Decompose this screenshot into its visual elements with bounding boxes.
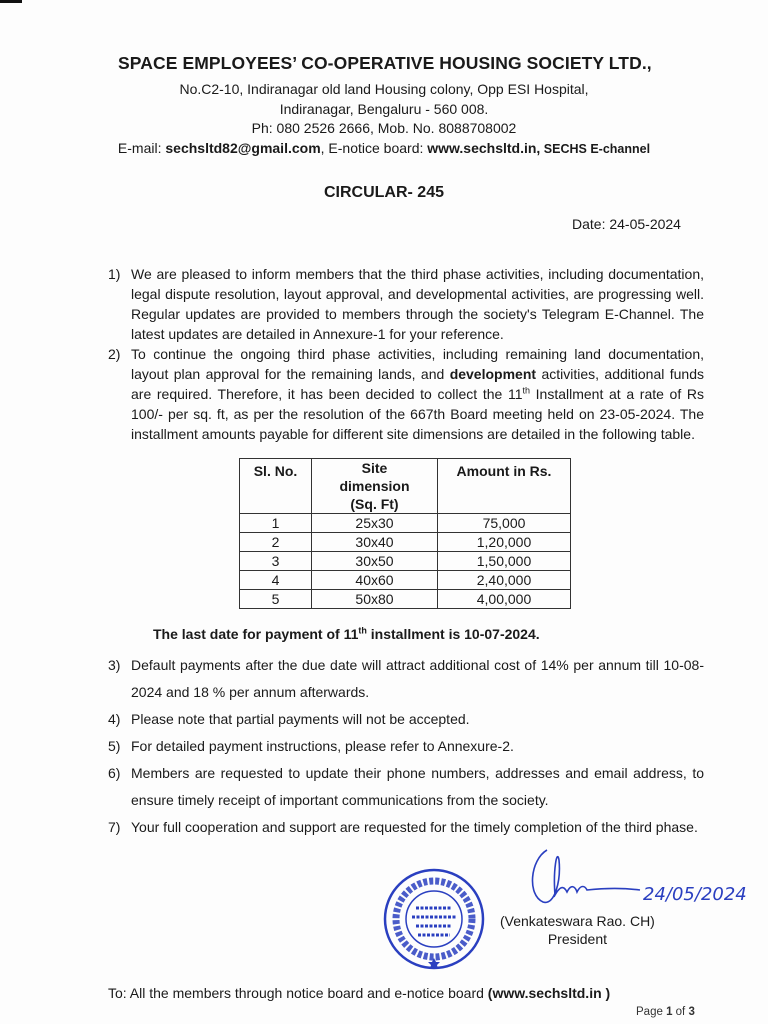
- text-part: Installment at a rate of Rs 100/- per sq. ft, as per the resolution of the 667th Board meeting held on 23-05-2024. The installment amounts payable for different site dimensions are detailed in the following table.: [131, 386, 704, 442]
- table-row: [240, 514, 571, 533]
- item-text: [131, 344, 704, 444]
- table-cell: 1: [240, 514, 312, 533]
- total-pages: 3: [688, 1006, 695, 1018]
- col-header: Sl. No.: [240, 459, 312, 514]
- last-date-notice: [153, 624, 704, 644]
- table-cell: 2,40,000: [438, 571, 571, 590]
- channel-label: SECHS E-channel: [540, 141, 651, 156]
- item-text: We are pleased to inform members that the third phase activities, including documentation, legal dispute resolution, layout approval, and developmental activities, are progressing well. Regular updates are provided to members through the society's Telegram E-Channel. The latest updates are detailed in Annexure-1 for your reference.: [131, 266, 704, 342]
- table-row: [240, 590, 571, 609]
- text-part: The last date for payment of 11: [153, 626, 359, 642]
- signature-date: 24/05/2024: [643, 884, 747, 905]
- item-text: Your full cooperation and support are requested for the timely completion of the third phase.: [131, 819, 698, 835]
- circular-date: Date: 24-05-2024: [572, 216, 681, 232]
- table-header-row: [240, 459, 571, 514]
- table-cell: 40x60: [312, 571, 438, 590]
- scan-edge: [0, 0, 22, 3]
- website-link[interactable]: (www.sechsltd.in ): [487, 985, 611, 1001]
- current-page: 1: [666, 1006, 673, 1018]
- superscript: th: [358, 625, 367, 636]
- letterhead-address: [0, 80, 768, 159]
- circular-body: [108, 264, 704, 841]
- item-number: 1): [108, 266, 121, 282]
- list-item: [108, 344, 704, 444]
- signatory-block: [500, 912, 655, 948]
- points-list-b: [108, 652, 704, 841]
- address-line-2: Indiranagar, Bengaluru - 560 008.: [279, 100, 489, 117]
- notice-label: , E-notice board:: [320, 139, 428, 156]
- table-row: [240, 571, 571, 590]
- phone-line: Ph: 080 2526 2666, Mob. No. 8088708002: [251, 120, 517, 136]
- item-text: Default payments after the due date will attract additional cost of 14% per annum till 10-08-2024 and 18 % per annum afterwards.: [131, 657, 704, 700]
- item-number: 2): [108, 346, 121, 362]
- item-number: 7): [108, 819, 121, 835]
- text-part: Page: [636, 1006, 667, 1018]
- table-cell: 5: [240, 590, 312, 609]
- installment-table: [239, 458, 571, 609]
- website-link[interactable]: www.sechsltd.in,: [427, 139, 541, 156]
- item-number: 5): [108, 738, 121, 754]
- list-item: [108, 760, 704, 814]
- points-list-a: [108, 264, 704, 444]
- org-name: SPACE EMPLOYEES’ CO-OPERATIVE HOUSING SOCIETY LTD.,: [118, 53, 652, 73]
- text-part: activities, additional funds are required. Therefore, it has been decided to collect the 11: [131, 366, 704, 402]
- signatory-name: (Venkateswara Rao. CH): [500, 913, 655, 929]
- table-row: [240, 552, 571, 571]
- text-part: of: [672, 1006, 689, 1018]
- page-number: [636, 1006, 695, 1018]
- bold-text: development: [449, 366, 537, 382]
- table-cell: 30x40: [312, 533, 438, 552]
- address-line-1: No.C2-10, Indiranagar old land Housing colony, Opp ESI Hospital,: [179, 81, 589, 97]
- table-cell: 4: [240, 571, 312, 590]
- item-number: 6): [108, 765, 121, 781]
- table-cell: 25x30: [312, 514, 438, 533]
- item-text: For detailed payment instructions, please refer to Annexure-2.: [131, 738, 514, 754]
- table-cell: 75,000: [438, 514, 571, 533]
- list-item: [108, 733, 704, 760]
- table-row: [240, 533, 571, 552]
- text-part: To: All the members through notice board and e-notice board: [108, 985, 488, 1001]
- item-text: Please note that partial payments will not be accepted.: [131, 711, 470, 727]
- distribution-note: [108, 985, 610, 1001]
- col-header: Amount in Rs.: [438, 459, 571, 514]
- text-part: To continue the ongoing third phase activities, including remaining land documentation, layout plan approval for the remaining lands, and: [131, 346, 704, 382]
- table-cell: 4,00,000: [438, 590, 571, 609]
- table-cell: 1,20,000: [438, 533, 571, 552]
- society-seal-stamp: [382, 866, 486, 972]
- text-part: installment is 10-07-2024.: [366, 626, 540, 642]
- circular-title: CIRCULAR- 245: [323, 184, 444, 201]
- list-item: [108, 814, 704, 841]
- table-cell: 50x80: [312, 590, 438, 609]
- item-text: Members are requested to update their phone numbers, addresses and email address, to ensure timely receipt of important communications from the society.: [131, 765, 704, 808]
- table-cell: 1,50,000: [438, 552, 571, 571]
- president-signature: [525, 840, 747, 910]
- list-item: [108, 264, 704, 344]
- table-cell: 3: [240, 552, 312, 571]
- list-item: [108, 652, 704, 706]
- table-cell: 30x50: [312, 552, 438, 571]
- signatory-title: President: [547, 931, 607, 947]
- superscript: th: [522, 385, 530, 396]
- table-cell: 2: [240, 533, 312, 552]
- list-item: [108, 706, 704, 733]
- item-number: 3): [108, 657, 121, 673]
- col-header: Site dimension (Sq. Ft): [312, 459, 438, 514]
- email-label: E-mail:: [117, 139, 166, 156]
- item-number: 4): [108, 711, 121, 727]
- email-link[interactable]: sechsltd82@gmail.com: [165, 139, 321, 156]
- contact-line: [0, 139, 768, 160]
